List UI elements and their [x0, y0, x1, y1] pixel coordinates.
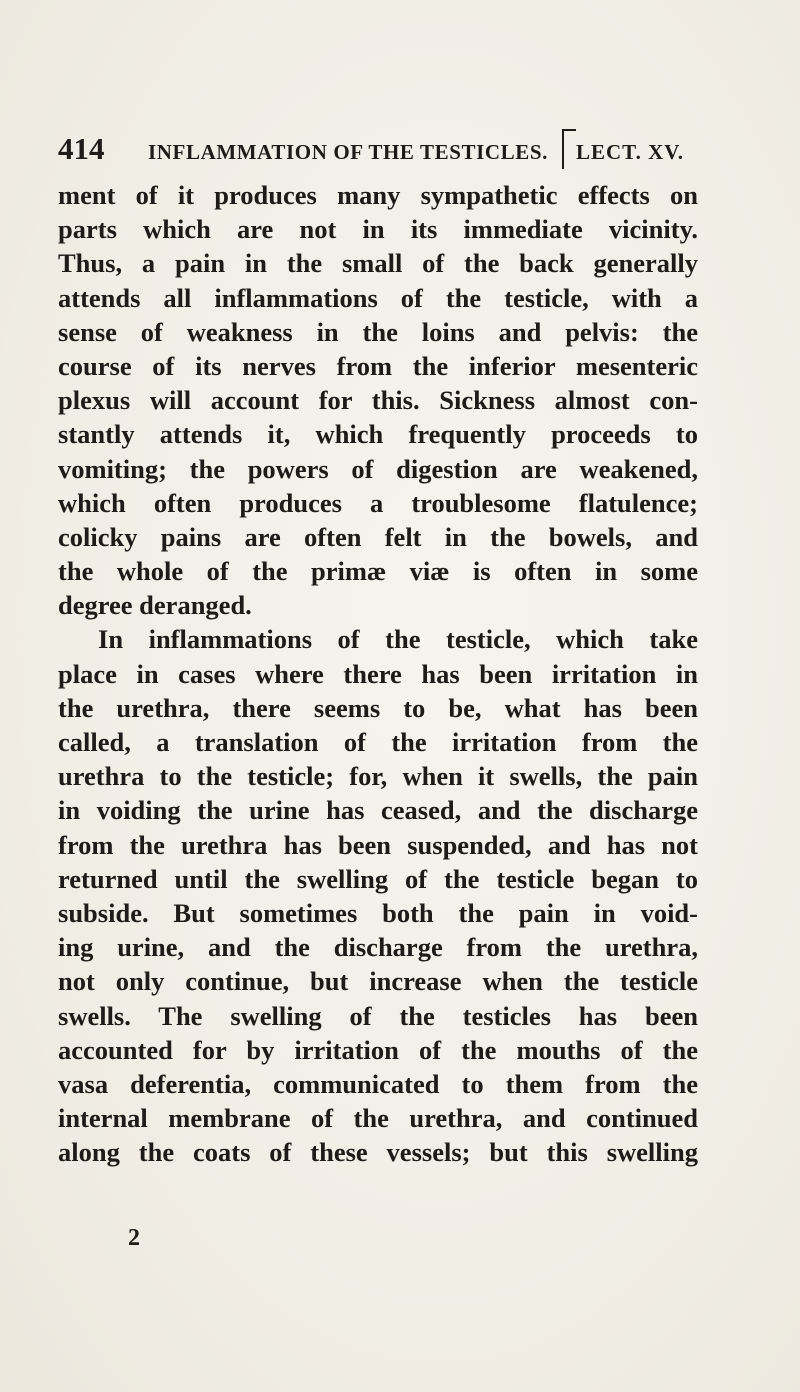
paragraph-start-line: In inflammations of the testicle, which take: [98, 624, 698, 655]
text-line: called, a translation of the irritation from the: [58, 727, 698, 757]
text-line: ment of it produces many sympathetic effects on: [58, 180, 698, 210]
text-line: plexus will account for this. Sickness almost con-: [58, 385, 698, 416]
text-line: not only continue, but increase when the testicle: [58, 966, 698, 997]
text-line: vomiting; the powers of digestion are weakened,: [58, 453, 698, 484]
bracket-mark: [562, 129, 576, 169]
text-line: which often produces a troublesome flatulence;: [58, 487, 698, 518]
text-line: Thus, a pain in the small of the back generally: [58, 248, 698, 279]
signature-mark: 2: [128, 1225, 140, 1251]
text-line: course of its nerves from the inferior mesenteric: [58, 350, 698, 381]
text-line: colicky pains are often felt in the bowels, and: [58, 521, 698, 552]
text-line: returned until the swelling of the testicle began to: [58, 863, 698, 894]
text-line: attends all inflammations of the testicle, with a: [58, 282, 698, 313]
section-reference: LECT. XV.: [576, 140, 685, 164]
running-header: [58, 131, 698, 171]
text-line: degree deranged.: [58, 590, 252, 621]
text-line: swells. The swelling of the testicles has been: [58, 1000, 698, 1031]
text-line: vasa deferentia, communicated to them from the: [58, 1068, 698, 1099]
text-line: from the urethra has been suspended, and has not: [58, 829, 698, 860]
text-line: the whole of the primæ viæ is often in some: [58, 556, 698, 587]
text-line: subside. But sometimes both the pain in void-: [58, 897, 698, 928]
text-line: internal membrane of the urethra, and continued: [58, 1103, 698, 1134]
text-line: accounted for by irritation of the mouths of the: [58, 1034, 698, 1065]
body-text: [58, 178, 698, 1169]
text-line: stantly attends it, which frequently proceeds to: [58, 419, 698, 450]
text-line: the urethra, there seems to be, what has been: [58, 692, 698, 723]
text-line: in voiding the urine has ceased, and the discharge: [58, 795, 698, 826]
text-line: ing urine, and the discharge from the urethra,: [58, 932, 698, 963]
text-line: parts which are not in its immediate vicinity.: [58, 214, 698, 245]
text-line: sense of weakness in the loins and pelvis: the: [58, 316, 698, 347]
page-number: 414: [58, 131, 105, 166]
text-line: along the coats of these vessels; but this swelling: [58, 1137, 698, 1168]
running-title: INFLAMMATION OF THE TESTICLES.: [148, 140, 548, 164]
text-line: urethra to the testicle; for, when it swells, the pain: [58, 761, 698, 792]
text-line: place in cases where there has been irritation in: [58, 658, 698, 689]
